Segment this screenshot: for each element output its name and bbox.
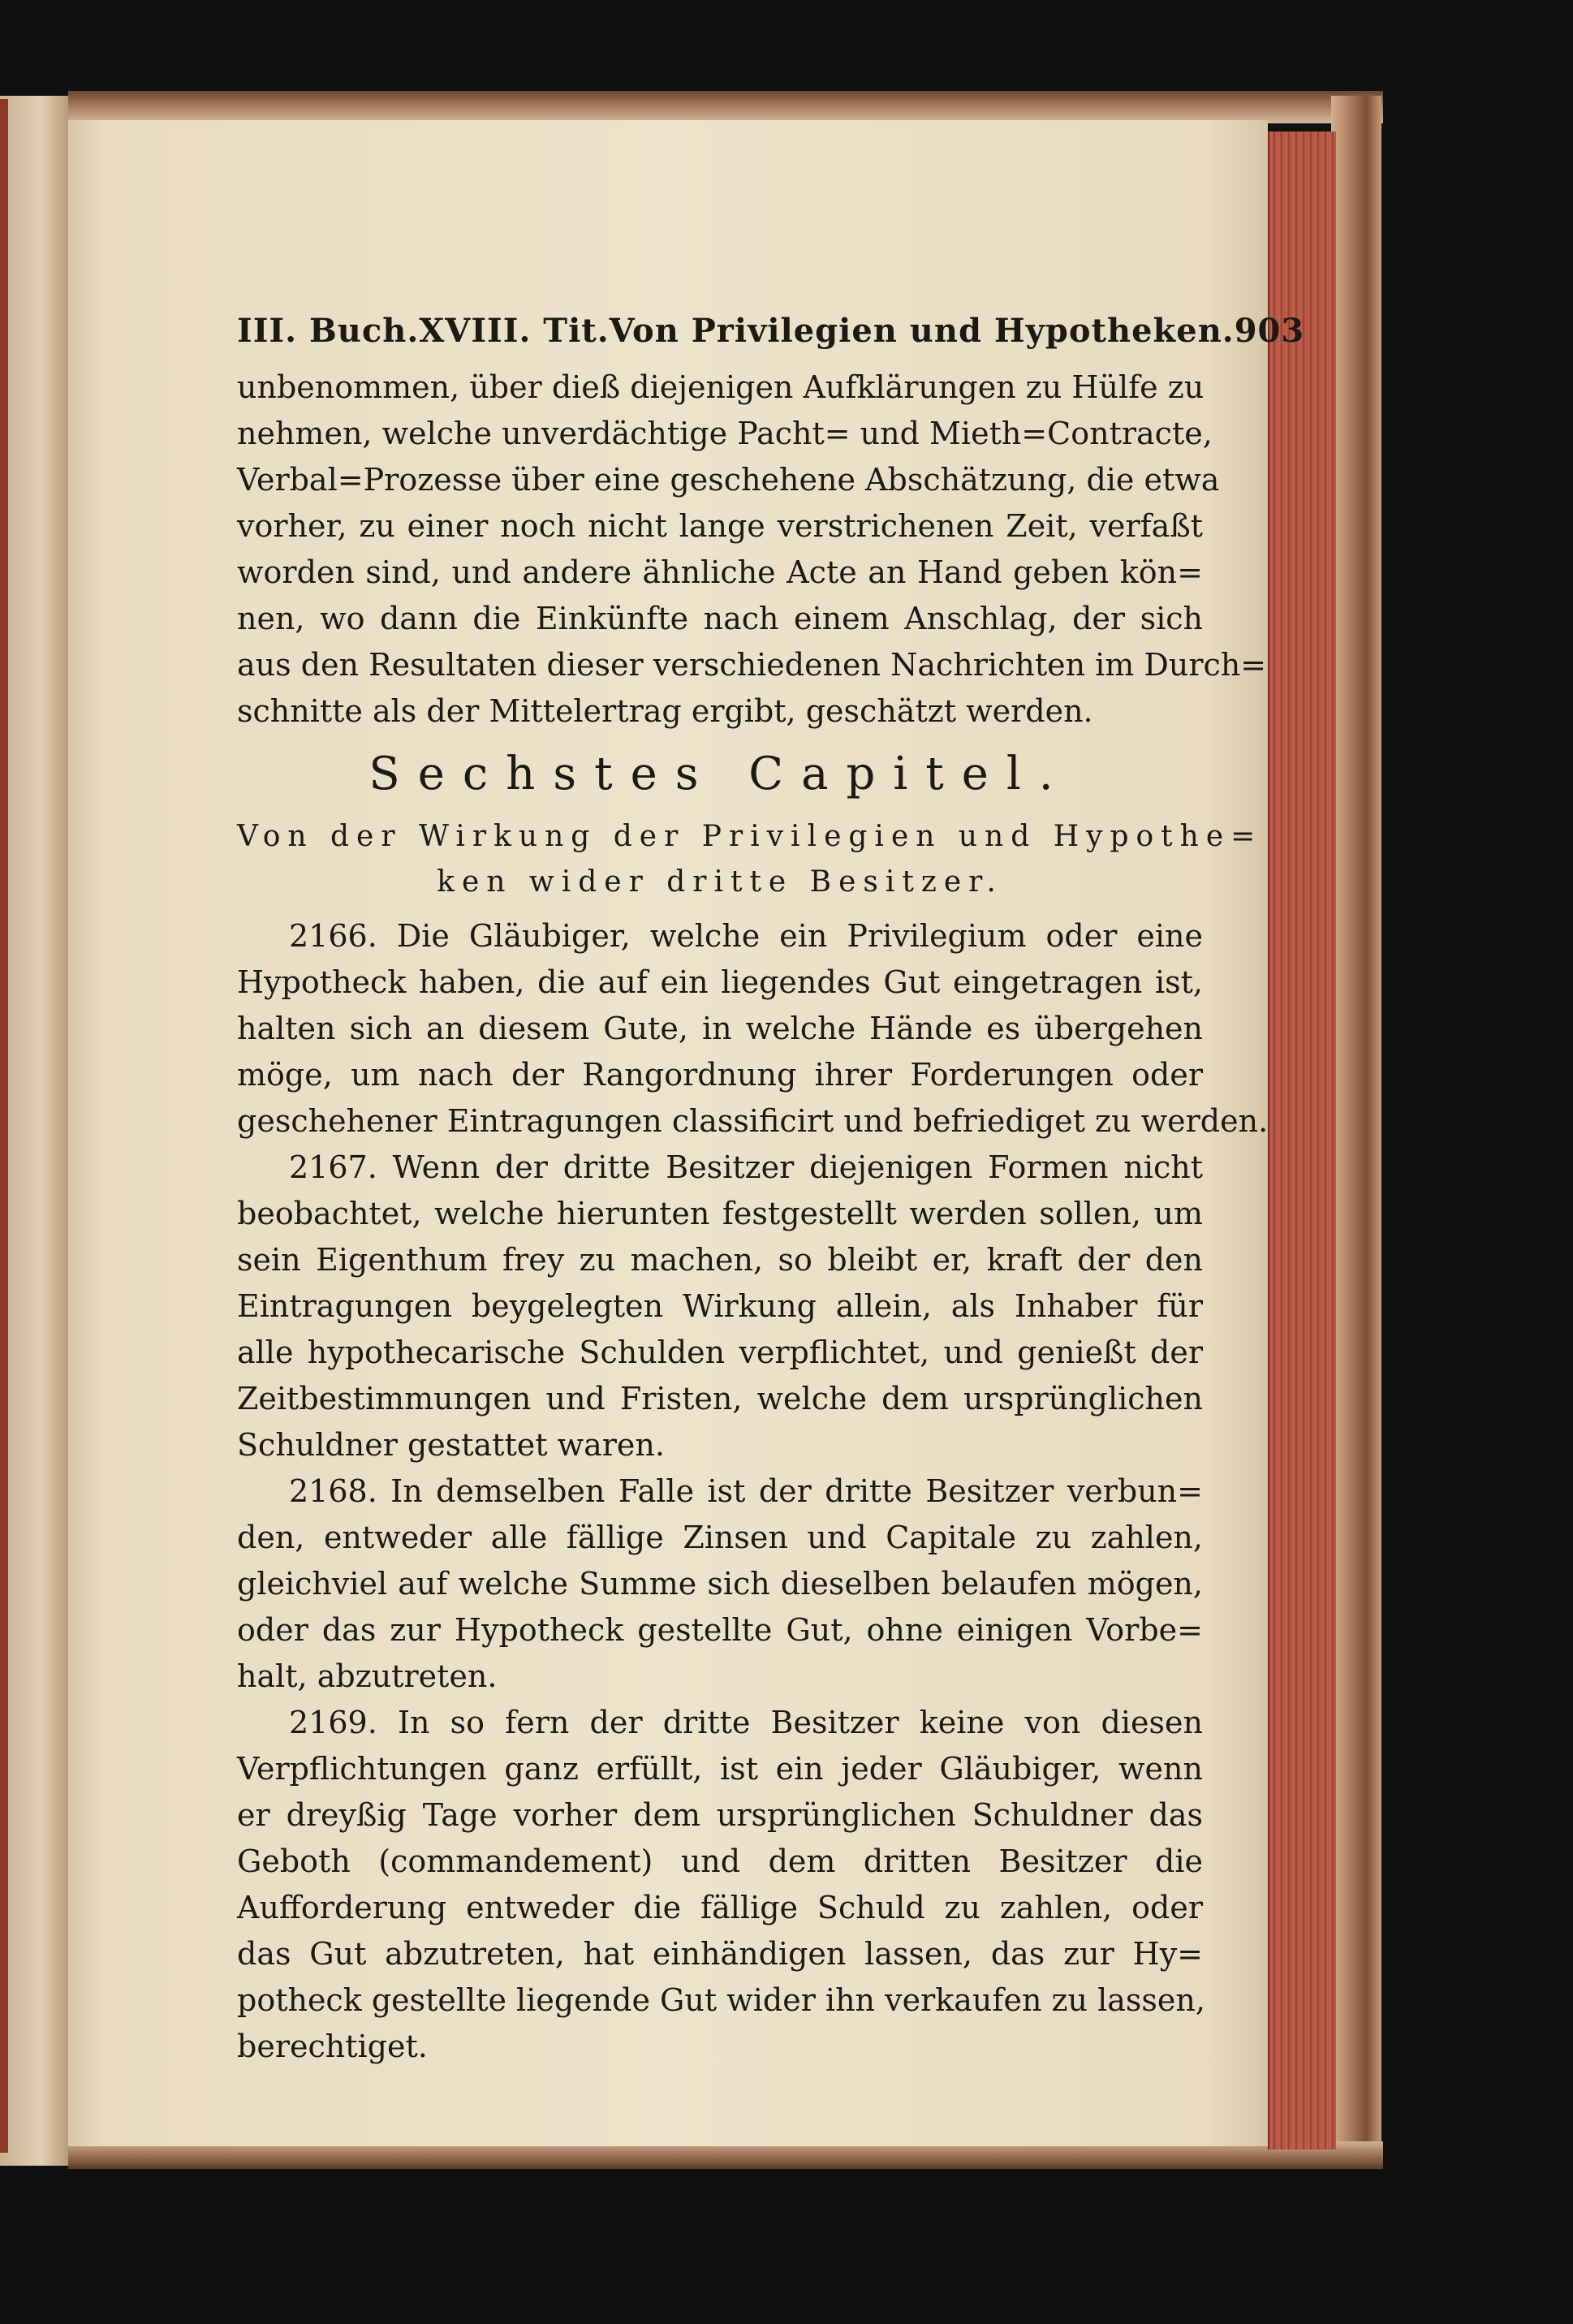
left-cover-edge	[0, 99, 8, 2153]
text-line: unbenommen, über dieß diejenigen Aufklärungen zu Hülfe zu	[237, 369, 1205, 405]
paragraph-2166	[237, 913, 1269, 1145]
running-header	[237, 312, 1305, 350]
paragraph-2169	[237, 1700, 1203, 2070]
page-number: 903	[1234, 312, 1305, 350]
page-content	[237, 312, 1305, 2070]
text-line: Aufforderung entweder die fällige Schuld zu zahlen, oder	[237, 1890, 1203, 1925]
text-line: 2166. Die Gläubiger, welche ein Privilegium oder eine	[289, 918, 1203, 954]
text-line: Verpflichtungen ganz erfüllt, ist ein jeder Gläubiger, wenn	[237, 1751, 1203, 1787]
text-line: alle hypothecarische Schulden verpflichtet, und genießt der	[237, 1334, 1203, 1370]
subtitle-line: Von der Wirkung der Privilegien und Hypothe=	[237, 820, 1263, 853]
text-line: Eintragungen beygelegten Wirkung allein, als Inhaber für	[237, 1288, 1203, 1324]
paragraph-2167	[237, 1145, 1203, 1468]
chapter-subtitle	[237, 814, 1263, 905]
text-line: oder das zur Hypotheck gestellte Gut, ohne einigen Vorbe=	[237, 1612, 1203, 1648]
text-line: möge, um nach der Rangordnung ihrer Forderungen oder	[237, 1057, 1203, 1093]
header-title-number: XVIII. Tit.	[419, 312, 610, 350]
intro-paragraph	[237, 364, 1267, 735]
chapter-title: Sechstes Capitel.	[368, 748, 1071, 800]
text-line: den, entweder alle fällige Zinsen und Capitale zu zahlen,	[237, 1520, 1203, 1555]
header-title: Von Privilegien und Hypotheken.	[609, 312, 1235, 350]
text-line: worden sind, und andere ähnliche Acte an Hand geben kön=	[237, 554, 1203, 590]
text-line: gleichviel auf welche Summe sich dieselben belaufen mögen,	[237, 1566, 1203, 1602]
text-line: geschehener Eintragungen classificirt und befriediget zu werden.	[237, 1103, 1269, 1139]
text-line: Hypotheck haben, die auf ein liegendes Gut eingetragen ist,	[237, 964, 1203, 1000]
book-page	[68, 120, 1305, 2146]
text-line: er dreyßig Tage vorher dem ursprünglichen Schuldner das	[237, 1797, 1203, 1833]
text-line: nehmen, welche unverdächtige Pacht= und Mieth=Contracte,	[237, 416, 1213, 451]
text-line: 2169. In so fern der dritte Besitzer keine von diesen	[289, 1705, 1203, 1740]
text-line: halt, abzutreten.	[237, 1658, 498, 1694]
text-line: Verbal=Prozesse über eine geschehene Abschätzung, die etwa	[237, 462, 1220, 498]
text-line: berechtiget.	[237, 2029, 428, 2064]
text-line: nen, wo dann die Einkünfte nach einem Anschlag, der sich	[237, 601, 1203, 636]
left-page-edge	[0, 96, 71, 2166]
text-line: halten sich an diesem Gute, in welche Hände es übergehen	[237, 1011, 1203, 1046]
text-line: 2168. In demselben Falle ist der dritte Besitzer verbun=	[289, 1473, 1203, 1509]
page-block-edge	[1268, 132, 1336, 2149]
header-book: III. Buch.	[237, 312, 420, 350]
cover-right	[1331, 96, 1381, 2166]
text-line: beobachtet, welche hierunten festgestellt werden sollen, um	[237, 1196, 1203, 1231]
text-line: vorher, zu einer noch nicht lange verstrichenen Zeit, verfaßt	[237, 508, 1203, 544]
text-line: Geboth (commandement) und dem dritten Besitzer die	[237, 1843, 1203, 1879]
subtitle-line: ken wider dritte Besitzer.	[437, 865, 1003, 899]
text-line: potheck gestellte liegende Gut wider ihn verkaufen zu lassen,	[237, 1982, 1205, 2018]
text-line: aus den Resultaten dieser verschiedenen Nachrichten im Durch=	[237, 647, 1267, 683]
text-line: sein Eigenthum frey zu machen, so bleibt er, kraft der den	[237, 1242, 1203, 1278]
cover-top	[68, 91, 1383, 123]
text-line: 2167. Wenn der dritte Besitzer diejenigen Formen nicht	[289, 1149, 1203, 1185]
text-line: schnitte als der Mittelertrag ergibt, geschätzt werden.	[237, 693, 1093, 729]
text-line: das Gut abzutreten, hat einhändigen lassen, das zur Hy=	[237, 1936, 1203, 1972]
paragraph-2168	[237, 1468, 1203, 1700]
text-line: Schuldner gestattet waren.	[237, 1427, 665, 1463]
text-line: Zeitbestimmungen und Fristen, welche dem ursprünglichen	[237, 1381, 1203, 1416]
